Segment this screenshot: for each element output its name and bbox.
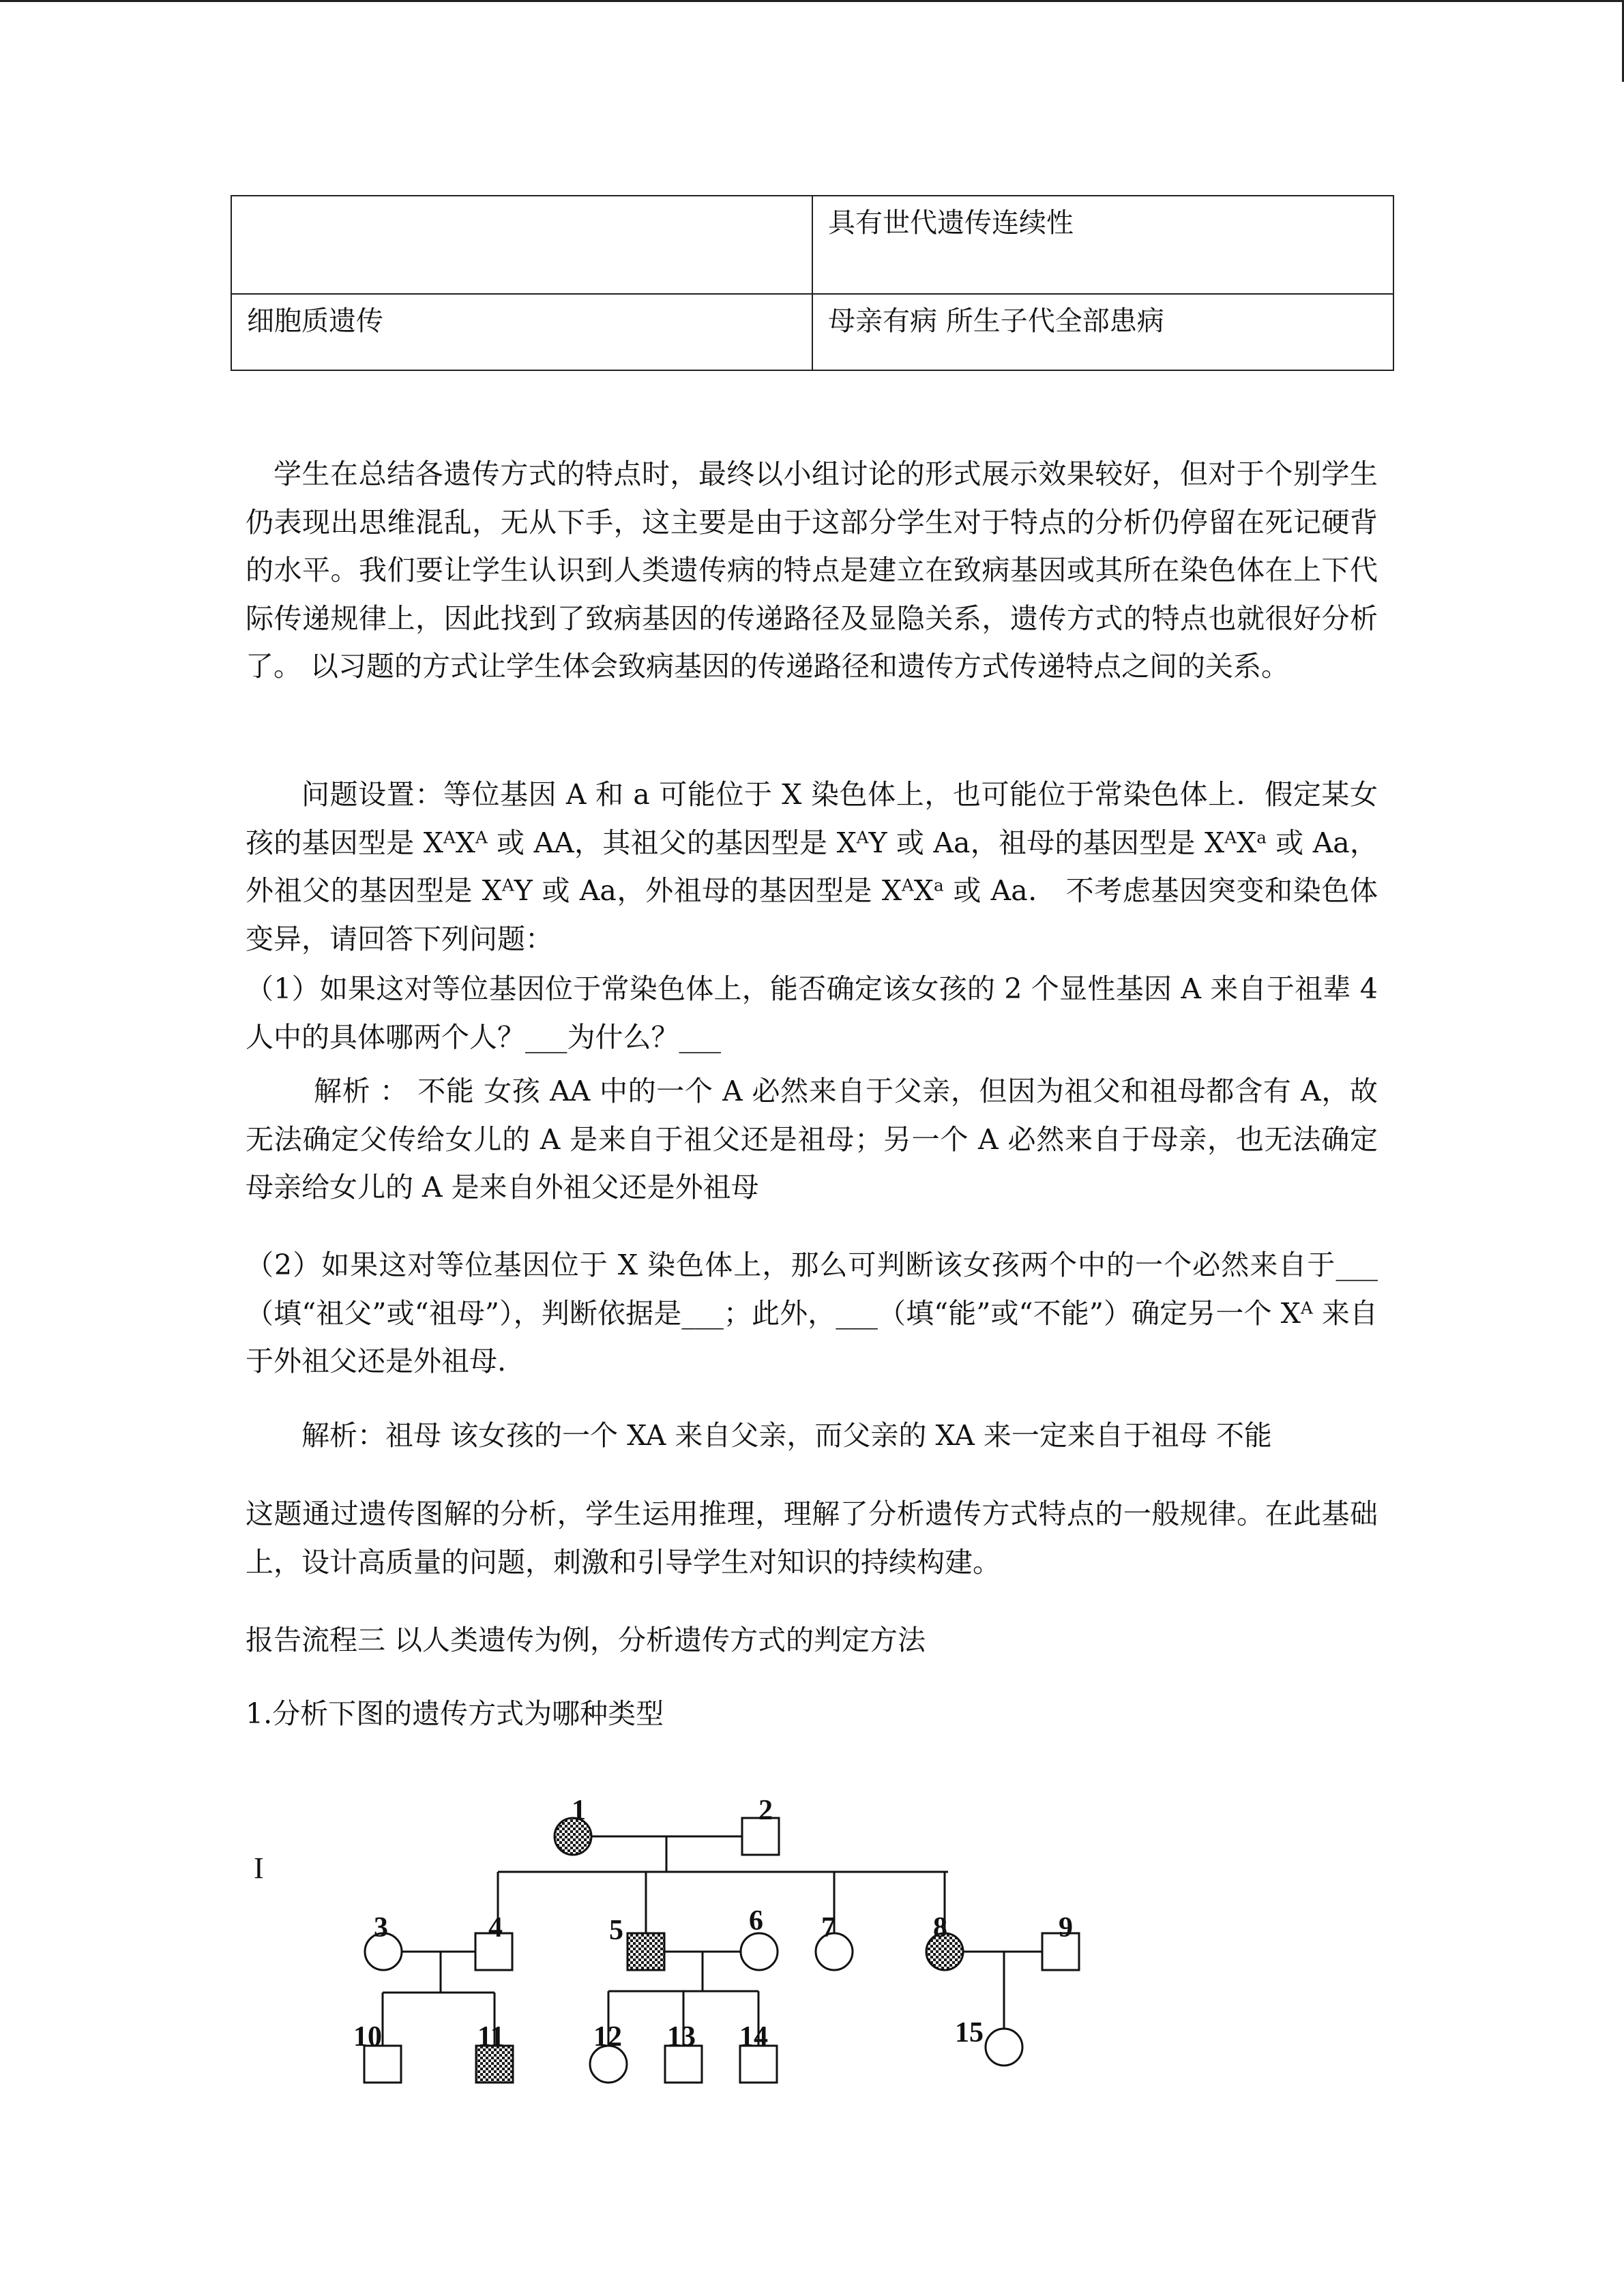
individual-number-label: 12	[593, 2021, 622, 2053]
individual-number-label: 1	[572, 1795, 586, 1826]
section-heading: 报告流程三 以人类遗传为例，分析遗传方式的判定方法	[246, 1624, 926, 1656]
superscript: a	[934, 875, 944, 895]
individual-number-label: 6	[749, 1905, 763, 1937]
text-run: 或 Aa． 不考虑基因突变和染色体变异，请回答下列问题：	[246, 874, 1378, 955]
superscript: A	[475, 826, 488, 847]
summary-paragraph: 这题通过遗传图解的分析，学生运用推理，理解了分析遗传方式特点的一般规律。在此基础上，设计高质量的问题，刺激和引导学生对知识的持续构建。	[246, 1497, 1378, 1579]
individual-number-label: 11	[477, 2021, 505, 2053]
intro-paragraph: 学生在总结各遗传方式的特点时，最终以小组讨论的形式展示效果较好，但对于个别学生仍表现出思维混乱，无从下手，这主要是由于这部分学生对于特点的分析仍停留在死记硬背的水平。我们要让学生认识到人类遗传病的特点是建立在致病基因或其所在染色体在上下代际传递规律上，因此找到了致病基因的传递路径及显隐关系，遗传方式的特点也就很好分析了。 以习题的方式让学生体会致病基因的传递路径和遗传方式传递特点之间的关系。	[246, 458, 1378, 683]
task-statement: 1.分析下图的遗传方式为哪种类型	[246, 1697, 664, 1730]
individual-number-label: 14	[739, 2021, 768, 2053]
text-run: （2）如果这对等位基因位于 X 染色体上，那么可判断该女孩两个中的一个必然来自于___（填“祖父”或“祖母”），判断依据是___；此外，___（填“能”或“不能”）确定另一个 X	[246, 1249, 1378, 1330]
table-cell: 母亲有病 所生子代全部患病	[812, 294, 1393, 370]
individual-number-label: 10	[353, 2021, 382, 2053]
individual-number-label: 2	[758, 1795, 773, 1826]
text-run: 问题设置：等位基因 A 和 a 可能位于 X 染色体上，也可能位于常染色体上．假定某女孩的基因型是 X	[246, 778, 1378, 859]
unaffected-female-symbol	[741, 1933, 778, 1970]
individual-number-label: 8	[933, 1912, 947, 1943]
generation-label: I	[254, 1851, 264, 1885]
individual-number-label: 3	[374, 1912, 388, 1943]
affected-male-symbol	[628, 1933, 664, 1970]
text-run: X	[455, 826, 475, 859]
question-1: （1）如果这对等位基因位于常染色体上，能否确定该女孩的 2 个显性基因 A 来自于祖辈 4 人中的具体哪两个人？___为什么？___	[246, 972, 1378, 1054]
text-run: 或 AA，其祖父的基因型是 X	[487, 826, 857, 859]
individual-number-label: 7	[821, 1912, 836, 1943]
superscript: A	[856, 826, 869, 847]
individual-number-label: 15	[955, 2017, 984, 2048]
question-1-answer: 解析 ： 不能 女孩 AA 中的一个 A 必然来自于父亲，但因为祖父和祖母都含有 A，故无法确定父传给女儿的 A 是来自于祖父还是祖母；另一个 A 必然来自于母亲，也无法确定母亲给女儿的 A 是来自外祖父还是外祖母	[246, 1075, 1378, 1204]
superscript: A	[1224, 826, 1237, 847]
text-run: Y 或 Aa，祖母的基因型是 X	[868, 826, 1225, 859]
superscript: A	[501, 875, 514, 895]
table-cell: 细胞质遗传	[231, 294, 812, 370]
superscript: A	[1300, 1297, 1313, 1317]
unaffected-female-symbol	[986, 2029, 1022, 2066]
text-run: X	[1237, 826, 1257, 859]
individual-number-label: 4	[488, 1912, 503, 1943]
superscript: A	[902, 875, 914, 895]
text-run: 来自于外祖父还是外祖母.	[246, 1296, 1378, 1377]
individual-number-label: 13	[667, 2021, 696, 2053]
text-run: Y 或 Aa，外祖母的基因型是 X	[514, 874, 902, 907]
individual-number-label: 9	[1059, 1912, 1073, 1943]
table-cell: 具有世代遗传连续性	[812, 196, 1393, 294]
individual-number-label: 5	[609, 1915, 623, 1946]
text-run: X	[913, 874, 934, 907]
question-2-answer: 解析：祖母 该女孩的一个 XA 来自父亲，而父亲的 XA 来一定来自于祖母 不能	[301, 1419, 1272, 1452]
superscript: a	[1256, 826, 1267, 847]
superscript: A	[443, 826, 456, 847]
text-run: 或 Aa，外祖父的基因型是 X	[246, 826, 1378, 907]
